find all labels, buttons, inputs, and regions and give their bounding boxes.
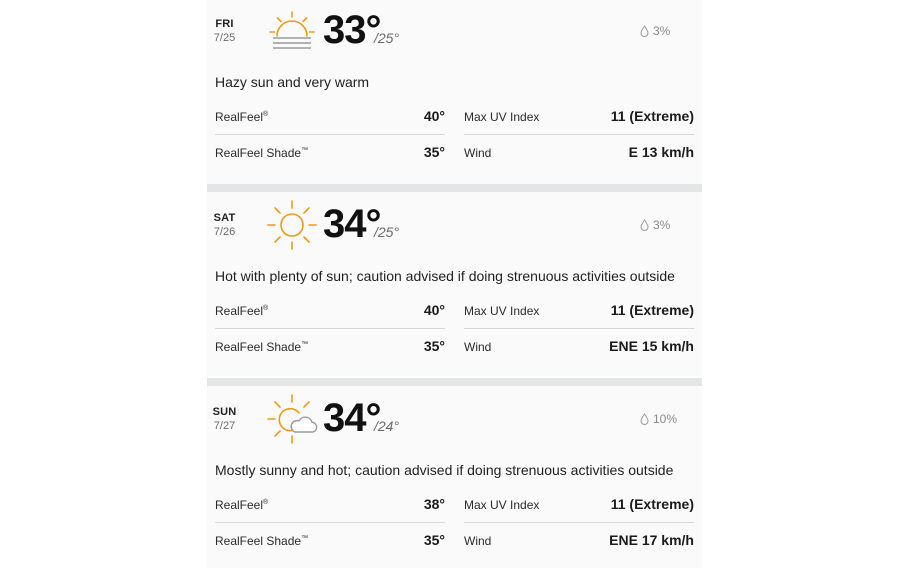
row-divider	[464, 522, 694, 523]
daily-forecast-list	[207, 0, 702, 568]
realfeel-value: 40°	[423, 108, 445, 124]
day-card-fri[interactable]	[207, 0, 702, 184]
realfeel-label: RealFeel®	[215, 304, 269, 318]
hazy-sun-icon	[265, 6, 319, 60]
row-divider	[464, 134, 694, 135]
weather-phrase: Hot with plenty of sun; caution advised if doing strenuous activities outside	[215, 268, 675, 284]
realfeel-shade-label: RealFeel Shade™	[215, 340, 309, 354]
precip-chance	[640, 412, 677, 426]
uv-index-label: Max UV Index	[464, 498, 540, 512]
realfeel-shade-label: RealFeel Shade™	[215, 534, 309, 548]
uv-index-label: Max UV Index	[464, 110, 540, 124]
precip-chance	[640, 24, 670, 38]
row-divider	[464, 328, 694, 329]
raindrop-icon	[640, 413, 649, 425]
weather-phrase: Hazy sun and very warm	[215, 74, 370, 90]
low-temp: /25°	[374, 224, 400, 240]
realfeel-label: RealFeel®	[215, 110, 269, 124]
uv-index-value: 11 (Extreme)	[610, 496, 694, 512]
sun-icon	[265, 198, 319, 252]
realfeel-shade-value: 35°	[423, 532, 445, 548]
realfeel-value: 38°	[423, 496, 445, 512]
precip-value: 3%	[653, 24, 671, 38]
precip-chance	[640, 218, 670, 232]
high-temp: 33°	[323, 8, 381, 52]
card-separator	[207, 378, 702, 386]
realfeel-shade-label: RealFeel Shade™	[215, 146, 309, 160]
high-temp: 34°	[323, 396, 381, 440]
uv-index-label: Max UV Index	[464, 304, 540, 318]
wind-label: Wind	[464, 340, 492, 354]
day-date: 7/26	[213, 226, 236, 238]
row-divider	[215, 522, 445, 523]
row-divider	[215, 134, 445, 135]
low-temp: /24°	[374, 418, 400, 434]
wind-value: E 13 km/h	[628, 144, 694, 160]
day-of-week: SUN	[212, 406, 237, 418]
precip-value: 10%	[653, 412, 678, 426]
wind-value: ENE 15 km/h	[609, 338, 694, 354]
row-divider	[215, 328, 445, 329]
uv-index-value: 11 (Extreme)	[610, 108, 694, 124]
wind-label: Wind	[464, 534, 492, 548]
low-temp: /25°	[374, 30, 400, 46]
day-of-week: FRI	[215, 18, 234, 30]
day-date: 7/27	[213, 420, 236, 432]
uv-index-value: 11 (Extreme)	[610, 302, 694, 318]
raindrop-icon	[640, 25, 649, 37]
realfeel-shade-value: 35°	[423, 144, 445, 160]
weather-phrase: Mostly sunny and hot; caution advised if doing strenuous activities outside	[215, 462, 674, 478]
wind-label: Wind	[464, 146, 492, 160]
realfeel-label: RealFeel®	[215, 498, 269, 512]
raindrop-icon	[640, 219, 649, 231]
day-of-week: SAT	[213, 212, 236, 224]
mostly-sunny-icon	[265, 392, 319, 446]
day-card-sat[interactable]	[207, 192, 702, 376]
precip-value: 3%	[653, 218, 671, 232]
day-date: 7/25	[213, 32, 236, 44]
wind-value: ENE 17 km/h	[609, 532, 694, 548]
card-separator	[207, 184, 702, 192]
realfeel-shade-value: 35°	[423, 338, 445, 354]
high-temp: 34°	[323, 202, 381, 246]
realfeel-value: 40°	[423, 302, 445, 318]
day-card-sun[interactable]	[207, 386, 702, 568]
